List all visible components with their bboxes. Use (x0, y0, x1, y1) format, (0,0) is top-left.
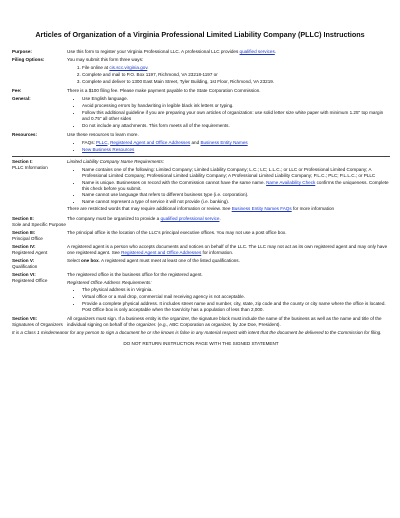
filing-label: Filing Options: (12, 57, 45, 63)
section-5-bold: one box (81, 258, 99, 264)
new-business-link[interactable]: New Business Resources (82, 146, 135, 152)
misdemeanor-warning: It is a Class 1 misdemeanor for any person to sign a document he or she knows is false in any material respect with intent that the document be delivered to the Commission for filing. (12, 330, 382, 336)
general-list (67, 96, 390, 128)
filing-option-1 (82, 65, 390, 71)
section-4-row (12, 244, 390, 255)
section-5-label (12, 258, 67, 269)
purpose-content (67, 49, 390, 55)
filing-option-3: 3. Complete and deliver to 1300 East Main Street, Tyler Building, 1st Floor, Richmond, VA 23219. (82, 79, 390, 85)
restricted-words-end: for more information (291, 206, 335, 212)
section-3-label (12, 230, 67, 241)
section-1-label (12, 159, 67, 214)
fee-label: Fee: (12, 88, 22, 94)
section-2-text: The company must be organized to provide a (67, 216, 161, 222)
faqs-label: FAQs: (82, 139, 97, 145)
name-req-3: • Name cannot use language that refers to different business type (i.e. corporation). (82, 192, 390, 198)
name-req-1: • Name contains one of the following: Limited Company; Limited Liability Company; L.C.; LC; L.L.C.; or LLC or Professional Limited Company; A Professional Limited Company; Professional Limited Liability Company; A Professional Limited Liability Company; P.L.C.; PLC; P.L.L.C.; or PLLC (82, 167, 390, 178)
section-7-text: All organizers must sign. If a business entity is the organizer, the signature block must include the name of the business as well as the name and title of the individual signing on behalf of the organizer. (e.g., ABC Corporation as organizer, by Joe Doe, President). (67, 316, 382, 327)
general-content (67, 96, 390, 129)
cis-link[interactable]: cis.scc.virginia.gov (109, 64, 148, 70)
filing-option-2: 2. Complete and mail to P.O. Box 1197, Richmond, VA 23218-1197 or (82, 72, 390, 78)
section-3-row (12, 230, 390, 241)
section-6-text: The registered office is the business office for the registered agent. (67, 271, 203, 277)
resources-new-business (82, 147, 390, 153)
filing-list (67, 65, 390, 85)
agent-office-faq-link[interactable]: Registered Agent and Office Addresses (110, 139, 191, 145)
restricted-words-note (67, 206, 390, 212)
section-4-content (67, 244, 390, 255)
purpose-row (12, 49, 390, 55)
section-6-title: Section VI: (12, 271, 36, 277)
pllc-faq-link[interactable]: PLLC (96, 139, 108, 145)
section-2-label (12, 216, 67, 227)
section-7-title: Section VII: (12, 316, 38, 322)
section-4-title: Section IV: (12, 244, 36, 250)
resources-intro: Use these resources to learn more. (67, 131, 139, 137)
section-4-subtitle: Registered Agent (12, 249, 48, 255)
purpose-end: . (274, 49, 277, 54)
qualified-services-link[interactable]: qualified services (239, 49, 275, 54)
agent-office-link[interactable]: Registered Agent and Office Addresses (121, 249, 202, 255)
filing-content (67, 57, 390, 86)
section-5-content (67, 258, 390, 269)
section-2-row (12, 216, 390, 227)
name-req-2 (82, 180, 390, 191)
resources-list (67, 140, 390, 153)
section-2-subtitle: Sole and Specific Purpose (12, 222, 66, 228)
section-6-row (12, 272, 390, 314)
name-availability-link[interactable]: Name Availability Check (266, 179, 316, 185)
office-requirements-heading: Registered Office Address Requirements: (67, 279, 152, 285)
name-req-4: • Name cannot represent a type of service it will not provide (i.e. banking). (82, 199, 390, 205)
restricted-words-text: There are restricted words that may require additional information or review. See (67, 206, 232, 212)
section-4-label (12, 244, 67, 255)
office-req-2: • Virtual office or a mail drop, commercial mail receiving agency is not acceptable. (82, 294, 390, 300)
office-requirements-list (67, 287, 390, 312)
section-1-title: Section I: (12, 159, 33, 165)
section-5-title: Section V: (12, 258, 35, 264)
filing-row (12, 57, 390, 86)
section-1-row (12, 159, 390, 214)
name-requirements-heading: Limited Liability Company Name Requirements: (67, 159, 165, 165)
faqs-separator-1: , (107, 139, 111, 145)
name-req-2-text: Name is unique. Businesses on record with the Commission cannot have the same name. (82, 179, 267, 185)
section-3-subtitle: Principal Office (12, 236, 43, 242)
general-row (12, 96, 390, 129)
section-2-title: Section II: (12, 216, 34, 222)
section-5-subtitle: Qualification (12, 263, 38, 269)
purpose-label: Purpose: (12, 49, 32, 54)
section-5-row (12, 258, 390, 269)
name-req-2-end: confirms the uniqueness. Complete this check before you submit. (82, 179, 389, 191)
resources-faqs (82, 140, 390, 146)
filing-option-1-text: File online at (82, 64, 110, 70)
office-req-1: • The physical address is in Virginia. (82, 287, 390, 293)
general-item-1: • Use English language. (82, 96, 390, 102)
section-2-end: . (219, 216, 221, 222)
section-6-content (67, 272, 390, 314)
faqs-separator-2: and (190, 139, 201, 145)
section-1-subtitle: PLLC Information (12, 165, 48, 171)
instructions-body (12, 49, 390, 347)
resources-row (12, 132, 390, 154)
general-item-4: • Do not include any attachments. This form meets all of the requirements. (82, 123, 390, 129)
filing-intro: You may submit this form three ways: (67, 57, 144, 63)
section-1-content (67, 159, 390, 214)
section-4-text: A registered agent is a person who accepts documents and notices on behalf of the LLC. The LLC may not act as its own registered agent and may only have one registered agent. See (67, 244, 388, 255)
section-7-label (12, 316, 67, 327)
section-5-text: . A registered agent must meet at least one of the listed qualifications. (98, 258, 240, 264)
section-5-pre: Select (67, 258, 82, 264)
section-3-title: Section III: (12, 230, 36, 236)
fee-text: There is a $100 filing fee. Please make payment payable to the State Corporation Commission. (67, 88, 261, 94)
general-item-3: • Follow this additional guideline if you are preparing your own articles of organization: use solid letter size white paper with minimum 1.25" top margin and 0.75" all other sides (82, 110, 390, 121)
resources-content (67, 132, 390, 154)
section-4-end: for information. (201, 249, 234, 255)
entity-names-faqs-link[interactable]: Business Entity Names FAQs (231, 206, 292, 212)
page-title: Articles of Organization of a Virginia Professional Limited Liability Company (PLLC) Instructions (35, 30, 365, 39)
section-6-subtitle: Registered Office (12, 277, 48, 283)
entity-names-faq-link[interactable]: Business Entity Names (200, 139, 248, 145)
general-item-2: • Avoid processing errors by handwriting in legible black ink letters or typing. (82, 103, 390, 109)
section-2-content (67, 216, 390, 227)
divider (12, 156, 390, 157)
resources-label: Resources: (12, 131, 38, 137)
section-6-label (12, 272, 67, 314)
purpose-text: Use this form to register your Virginia Professional LLC. A professional LLC provides (67, 49, 240, 54)
qualified-professional-service-link[interactable]: qualified professional service (160, 216, 220, 222)
office-req-3: • Provide a complete physical address. It includes street name and number, city, state, zip code and the county or city name where the office is located. Post Office box is only acceptable when the town/city has a population of less than 2,000. (82, 301, 390, 312)
general-label: General: (12, 96, 31, 102)
section-7-row (12, 316, 390, 327)
section-7-subtitle: Signatures of Organizers (12, 321, 63, 327)
name-requirements-list (67, 167, 390, 205)
do-not-return-notice: DO NOT RETURN INSTRUCTION PAGE WITH THE SIGNED STATEMENT (123, 340, 279, 346)
section-3-text: The principal office is the location of the LLC's principal executive offices. You may not use a post office box. (67, 230, 287, 236)
fee-row (12, 88, 390, 94)
filing-option-1-end: . (147, 64, 149, 70)
